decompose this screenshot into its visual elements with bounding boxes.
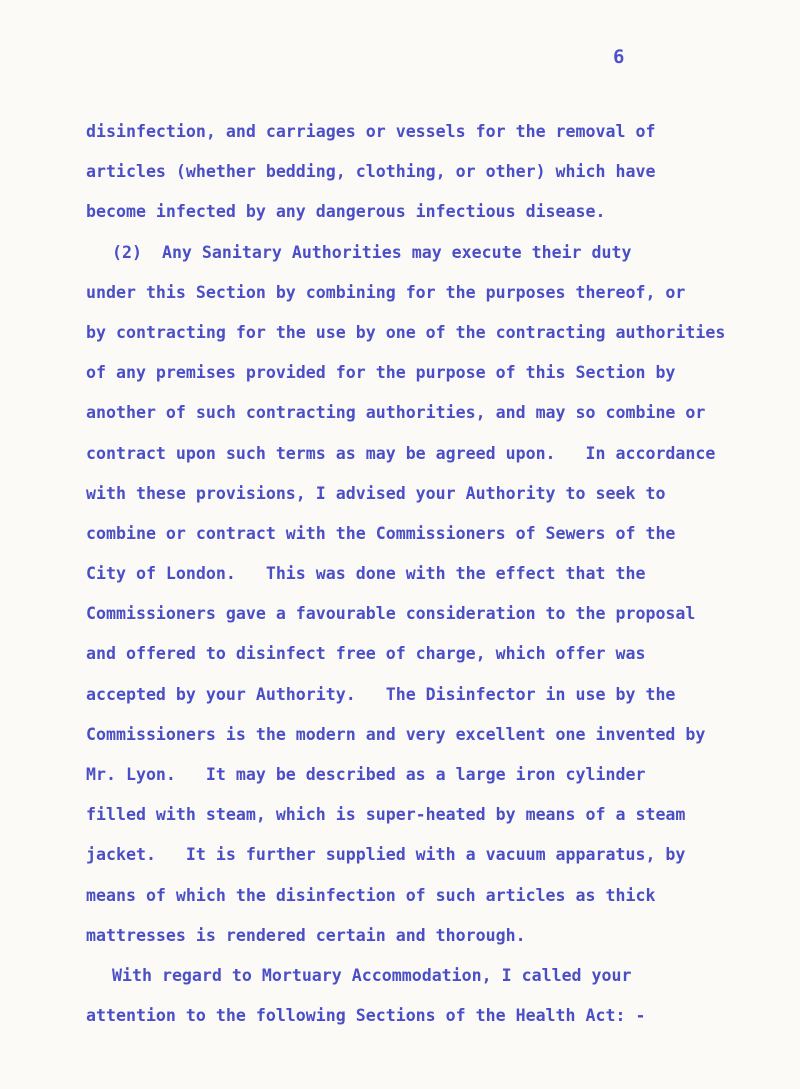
text-line: under this Section by combining for the purposes thereof, or: [86, 282, 686, 302]
text-line: with these provisions, I advised your Authority to seek to: [86, 483, 666, 503]
page-number: 6: [613, 46, 625, 68]
text-line: jacket. It is further supplied with a vacuum apparatus, by: [86, 845, 686, 865]
text-line: combine or contract with the Commissioners of Sewers of the: [86, 523, 676, 543]
text-line: of any premises provided for the purpose of this Section by: [86, 363, 676, 383]
text-line: articles (whether bedding, clothing, or other) which have: [86, 162, 656, 182]
body-text: [86, 112, 786, 1036]
text-line: and offered to disinfect free of charge, which offer was: [86, 644, 646, 664]
text-line: another of such contracting authorities, and may so combine or: [86, 403, 706, 423]
text-line: contract upon such terms as may be agreed upon. In accordance: [86, 443, 716, 463]
text-line: disinfection, and carriages or vessels for the removal of: [86, 122, 656, 141]
text-line: means of which the disinfection of such articles as thick: [86, 885, 656, 905]
text-line: City of London. This was done with the effect that the: [86, 564, 646, 584]
text-line: filled with steam, which is super-heated by means of a steam: [86, 805, 686, 825]
text-line: accepted by your Authority. The Disinfector in use by the: [86, 684, 676, 704]
text-line: (2) Any Sanitary Authorities may execute their duty: [112, 242, 632, 262]
text-line: attention to the following Sections of the Health Act: -: [86, 1006, 646, 1026]
text-line: mattresses is rendered certain and thorough.: [86, 925, 526, 945]
text-line: Mr. Lyon. It may be described as a large iron cylinder: [86, 765, 646, 784]
text-line: Commissioners is the modern and very excellent one invented by: [86, 724, 706, 744]
text-line: With regard to Mortuary Accommodation, I called your: [112, 965, 632, 985]
text-line: Commissioners gave a favourable consideration to the proposal: [86, 604, 696, 624]
text-line: by contracting for the use by one of the contracting authorities: [86, 322, 726, 342]
text-line: become infected by any dangerous infectious disease.: [86, 202, 606, 222]
